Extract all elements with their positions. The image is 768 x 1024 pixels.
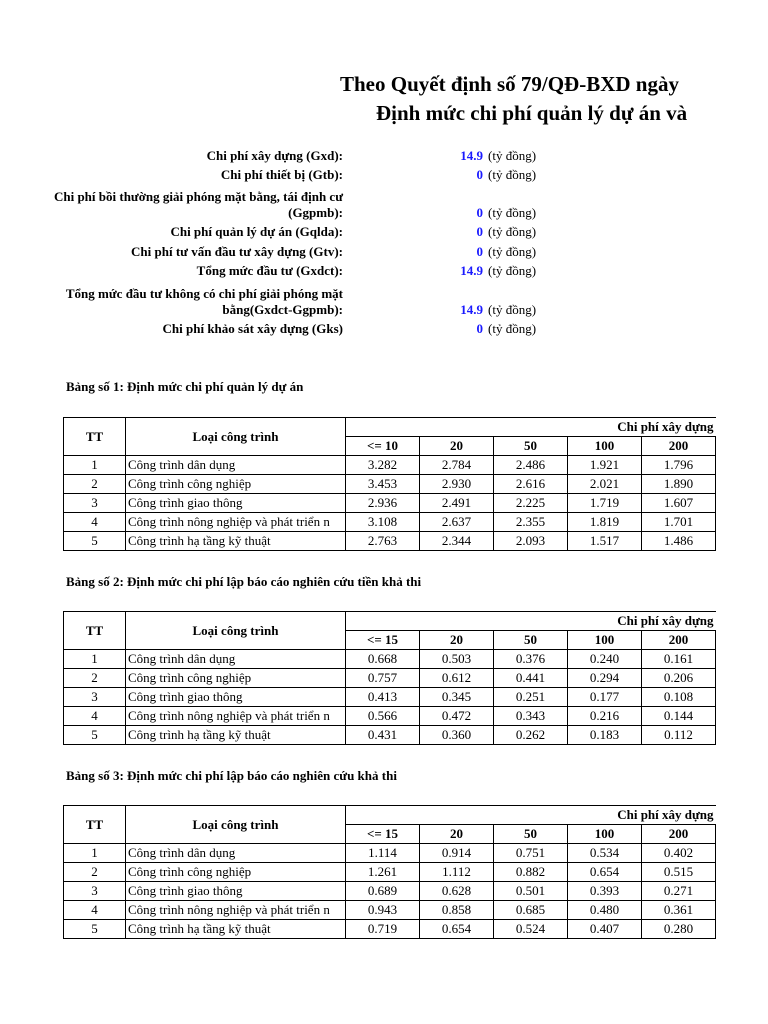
rate-cell[interactable]: 1.921 [568, 456, 642, 475]
rate-cell[interactable]: 1.114 [346, 844, 420, 863]
row-number: 2 [64, 475, 126, 494]
row-number: 3 [64, 688, 126, 707]
rate-cell[interactable]: 2.355 [494, 513, 568, 532]
param-label: Tổng mức đầu tư không có chi phí giải phóng mặt bằng(Gxdct-Ggpmb): [65, 286, 343, 317]
rate-cell[interactable]: 2.936 [346, 494, 420, 513]
page-title-line-1: Theo Quyết định số 79/QĐ-BXD ngày [340, 72, 679, 96]
threshold-header: 20 [420, 825, 494, 844]
param-label: Tổng mức đầu tư (Gxdct): [196, 263, 343, 278]
rate-cell[interactable]: 0.271 [642, 882, 716, 901]
rate-cell[interactable]: 0.757 [346, 669, 420, 688]
rate-cell[interactable]: 0.914 [420, 844, 494, 863]
column-header-type: Loại công trình [126, 806, 346, 844]
rate-cell[interactable]: 1.517 [568, 532, 642, 551]
threshold-header: 100 [568, 631, 642, 650]
rate-cell[interactable]: 0.685 [494, 901, 568, 920]
table-row [64, 669, 716, 688]
rate-cell[interactable]: 1.112 [420, 863, 494, 882]
rate-cell[interactable]: 0.144 [642, 707, 716, 726]
table-1 [63, 417, 714, 551]
rate-cell[interactable]: 0.943 [346, 901, 420, 920]
threshold-header: 100 [568, 437, 642, 456]
rate-cell[interactable]: 2.225 [494, 494, 568, 513]
param-unit: (tỷ đồng) [488, 148, 537, 163]
rate-cell[interactable]: 0.343 [494, 707, 568, 726]
row-number: 2 [64, 669, 126, 688]
construction-type: Công trình công nghiệp [126, 475, 346, 494]
table-row [64, 494, 716, 513]
threshold-header: 50 [494, 437, 568, 456]
param-value[interactable]: 0 [476, 321, 483, 336]
rate-cell[interactable]: 0.402 [642, 844, 716, 863]
rate-cell[interactable]: 0.612 [420, 669, 494, 688]
param-label: Chi phí khảo sát xây dựng (Gks) [162, 321, 343, 336]
rate-cell[interactable]: 0.654 [420, 920, 494, 939]
threshold-header: <= 10 [346, 437, 420, 456]
construction-type: Công trình hạ tầng kỹ thuật [126, 920, 346, 939]
table-row [64, 475, 716, 494]
rate-cell[interactable]: 1.701 [642, 513, 716, 532]
param-unit: (tỷ đồng) [488, 224, 537, 239]
param-unit: (tỷ đồng) [488, 321, 537, 336]
row-number: 4 [64, 707, 126, 726]
row-number: 4 [64, 901, 126, 920]
column-header-tt: TT [64, 612, 126, 650]
rate-cell[interactable]: 3.282 [346, 456, 420, 475]
construction-type: Công trình công nghiệp [126, 863, 346, 882]
rate-cell[interactable]: 2.763 [346, 532, 420, 551]
rate-cell[interactable]: 0.882 [494, 863, 568, 882]
param-value[interactable]: 0 [476, 244, 483, 259]
rate-cell[interactable]: 0.472 [420, 707, 494, 726]
group-header-construction-cost: Chi phí xây dựng [346, 418, 716, 437]
construction-type: Công trình giao thông [126, 882, 346, 901]
param-value[interactable]: 0 [476, 205, 483, 220]
rate-cell[interactable]: 0.654 [568, 863, 642, 882]
rate-cell[interactable]: 0.668 [346, 650, 420, 669]
rate-cell[interactable]: 0.480 [568, 901, 642, 920]
rate-cell[interactable]: 1.819 [568, 513, 642, 532]
rate-cell[interactable]: 2.093 [494, 532, 568, 551]
row-number: 2 [64, 863, 126, 882]
table-row [64, 863, 716, 882]
table-row [64, 920, 716, 939]
rate-cell[interactable]: 0.251 [494, 688, 568, 707]
construction-type: Công trình hạ tầng kỹ thuật [126, 532, 346, 551]
rate-cell[interactable]: 0.108 [642, 688, 716, 707]
rate-cell[interactable]: 2.491 [420, 494, 494, 513]
row-number: 3 [64, 882, 126, 901]
rate-cell[interactable]: 0.689 [346, 882, 420, 901]
threshold-header: 200 [642, 825, 716, 844]
construction-type: Công trình nông nghiệp và phát triển n [126, 707, 346, 726]
rate-cell[interactable]: 0.407 [568, 920, 642, 939]
rate-cell[interactable]: 0.112 [642, 726, 716, 745]
param-value[interactable]: 14.9 [460, 263, 483, 278]
rate-cell[interactable]: 0.719 [346, 920, 420, 939]
rate-cell[interactable]: 2.930 [420, 475, 494, 494]
rate-cell[interactable]: 0.262 [494, 726, 568, 745]
rate-cell[interactable]: 1.261 [346, 863, 420, 882]
table-row [64, 901, 716, 920]
row-number: 1 [64, 844, 126, 863]
table-2-heading: Bảng số 2: Định mức chi phí lập báo cáo nghiên cứu tiền khả thi [66, 574, 422, 589]
page-title-line-2: Định mức chi phí quản lý dự án và [376, 101, 688, 125]
rate-cell[interactable]: 0.240 [568, 650, 642, 669]
column-header-type: Loại công trình [126, 418, 346, 456]
table-row [64, 882, 716, 901]
param-label: Chi phí bồi thường giải phóng mặt bằng, tái định cư (Ggpmb): [53, 189, 343, 220]
construction-type: Công trình hạ tầng kỹ thuật [126, 726, 346, 745]
threshold-header: 50 [494, 825, 568, 844]
group-header-construction-cost: Chi phí xây dựng [346, 612, 716, 631]
param-value[interactable]: 14.9 [460, 148, 483, 163]
table-row [64, 707, 716, 726]
row-number: 3 [64, 494, 126, 513]
rate-cell[interactable]: 0.361 [642, 901, 716, 920]
construction-type: Công trình công nghiệp [126, 669, 346, 688]
rate-cell[interactable]: 2.637 [420, 513, 494, 532]
rate-cell[interactable]: 0.376 [494, 650, 568, 669]
column-header-tt: TT [64, 806, 126, 844]
rate-cell[interactable]: 0.503 [420, 650, 494, 669]
param-label: Chi phí thiết bị (Gtb): [220, 167, 343, 182]
param-value[interactable]: 0 [476, 167, 483, 182]
threshold-header: 200 [642, 631, 716, 650]
rate-cell[interactable]: 0.566 [346, 707, 420, 726]
construction-type: Công trình dân dụng [126, 844, 346, 863]
construction-type: Công trình dân dụng [126, 456, 346, 475]
row-number: 5 [64, 532, 126, 551]
rate-cell[interactable]: 1.719 [568, 494, 642, 513]
threshold-header: 20 [420, 631, 494, 650]
row-number: 1 [64, 650, 126, 669]
rate-cell[interactable]: 0.858 [420, 901, 494, 920]
rate-cell[interactable]: 1.890 [642, 475, 716, 494]
rate-cell[interactable]: 3.453 [346, 475, 420, 494]
construction-type: Công trình nông nghiệp và phát triển n [126, 901, 346, 920]
param-unit: (tỷ đồng) [488, 244, 537, 259]
param-unit: (tỷ đồng) [488, 205, 537, 220]
rate-cell[interactable]: 0.501 [494, 882, 568, 901]
rate-cell[interactable]: 0.216 [568, 707, 642, 726]
rate-cell[interactable]: 1.486 [642, 532, 716, 551]
threshold-header: <= 15 [346, 825, 420, 844]
rate-cell[interactable]: 0.534 [568, 844, 642, 863]
threshold-header: 20 [420, 437, 494, 456]
param-label: Chi phí quản lý dự án (Gqlda): [170, 224, 343, 239]
table-3 [63, 805, 714, 939]
rate-cell[interactable]: 0.751 [494, 844, 568, 863]
rate-cell[interactable]: 2.616 [494, 475, 568, 494]
row-number: 5 [64, 726, 126, 745]
row-number: 1 [64, 456, 126, 475]
construction-type: Công trình giao thông [126, 688, 346, 707]
threshold-header: <= 15 [346, 631, 420, 650]
param-value[interactable]: 14.9 [460, 302, 483, 317]
table-row [64, 513, 716, 532]
rate-cell[interactable]: 0.431 [346, 726, 420, 745]
construction-type: Công trình dân dụng [126, 650, 346, 669]
rate-cell[interactable]: 0.183 [568, 726, 642, 745]
row-number: 4 [64, 513, 126, 532]
rate-cell[interactable]: 0.161 [642, 650, 716, 669]
rate-cell[interactable]: 2.344 [420, 532, 494, 551]
table-1-heading: Bảng số 1: Định mức chi phí quản lý dự án [66, 379, 304, 394]
rate-cell[interactable]: 0.441 [494, 669, 568, 688]
column-header-type: Loại công trình [126, 612, 346, 650]
param-label: Chi phí xây dựng (Gxd): [206, 148, 343, 163]
rate-cell[interactable]: 0.515 [642, 863, 716, 882]
param-unit: (tỷ đồng) [488, 263, 537, 278]
rate-cell[interactable]: 0.280 [642, 920, 716, 939]
rate-cell[interactable]: 0.628 [420, 882, 494, 901]
rate-cell[interactable]: 1.796 [642, 456, 716, 475]
rate-cell[interactable]: 0.413 [346, 688, 420, 707]
table-2 [63, 611, 714, 745]
param-label: Chi phí tư vấn đầu tư xây dựng (Gtv): [131, 244, 343, 259]
rate-cell[interactable]: 0.206 [642, 669, 716, 688]
group-header-construction-cost: Chi phí xây dựng [346, 806, 716, 825]
table-row [64, 532, 716, 551]
threshold-header: 100 [568, 825, 642, 844]
table-row [64, 456, 716, 475]
param-value[interactable]: 0 [476, 224, 483, 239]
table-row [64, 650, 716, 669]
row-number: 5 [64, 920, 126, 939]
rate-cell[interactable]: 2.486 [494, 456, 568, 475]
threshold-header: 50 [494, 631, 568, 650]
table-3-heading: Bảng số 3: Định mức chi phí lập báo cáo nghiên cứu khả thi [66, 768, 397, 783]
rate-cell[interactable]: 2.021 [568, 475, 642, 494]
rate-cell[interactable]: 0.345 [420, 688, 494, 707]
table-row [64, 726, 716, 745]
rate-cell[interactable]: 0.524 [494, 920, 568, 939]
rate-cell[interactable]: 3.108 [346, 513, 420, 532]
rate-cell[interactable]: 0.294 [568, 669, 642, 688]
rate-cell[interactable]: 0.177 [568, 688, 642, 707]
rate-cell[interactable]: 1.607 [642, 494, 716, 513]
threshold-header: 200 [642, 437, 716, 456]
construction-type: Công trình nông nghiệp và phát triển n [126, 513, 346, 532]
construction-type: Công trình giao thông [126, 494, 346, 513]
rate-cell[interactable]: 2.784 [420, 456, 494, 475]
rate-cell[interactable]: 0.360 [420, 726, 494, 745]
param-unit: (tỷ đồng) [488, 167, 537, 182]
table-row [64, 688, 716, 707]
column-header-tt: TT [64, 418, 126, 456]
table-row [64, 844, 716, 863]
rate-cell[interactable]: 0.393 [568, 882, 642, 901]
param-unit: (tỷ đồng) [488, 302, 537, 317]
